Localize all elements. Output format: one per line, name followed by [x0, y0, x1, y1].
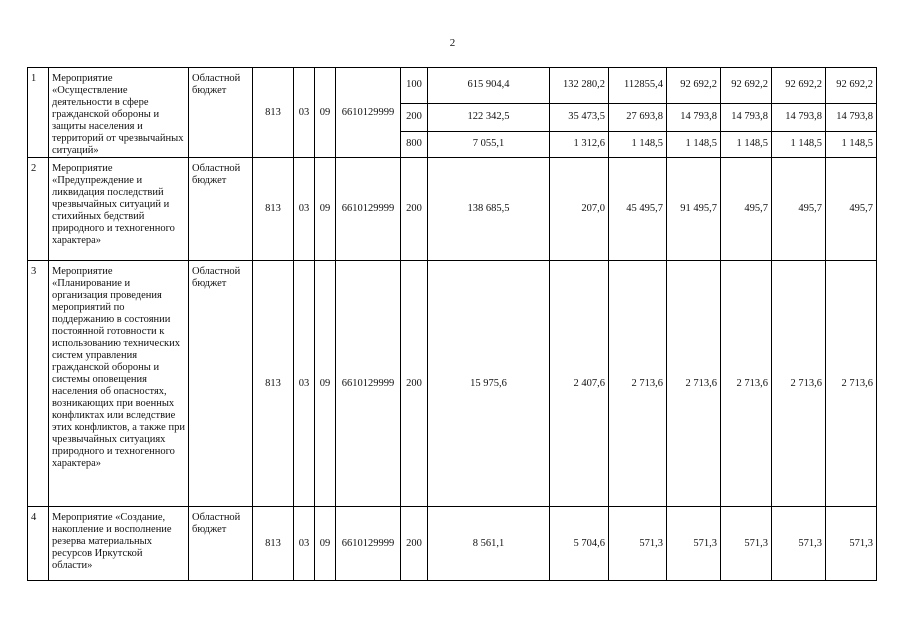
target-article-code: 6610129999	[336, 507, 401, 581]
year-amount: 14 793,8	[721, 103, 772, 131]
target-article-code: 6610129999	[336, 68, 401, 158]
subsection-code: 09	[315, 68, 336, 158]
expense-type-code: 800	[401, 131, 428, 157]
year-amount: 1 148,5	[772, 131, 826, 157]
subsection-code: 09	[315, 261, 336, 507]
grbs-code: 813	[253, 507, 294, 581]
row-number: 1	[28, 68, 49, 158]
target-article-code: 6610129999	[336, 158, 401, 261]
section-code: 03	[294, 507, 315, 581]
section-code: 03	[294, 261, 315, 507]
funding-source: Областной бюджет	[189, 261, 253, 507]
target-article-code: 6610129999	[336, 261, 401, 507]
year-amount: 5 704,6	[550, 507, 609, 581]
year-amount: 112855,4	[609, 68, 667, 104]
activity-name: Мероприятие «Создание, накопление и восполнение резерва материальных ресурсов Иркутской области»	[49, 507, 189, 581]
row-number: 2	[28, 158, 49, 261]
year-amount: 91 495,7	[667, 158, 721, 261]
page-number: 2	[449, 37, 456, 49]
year-amount: 571,3	[721, 507, 772, 581]
total-amount: 122 342,5	[428, 103, 550, 131]
year-amount: 92 692,2	[721, 68, 772, 104]
grbs-code: 813	[253, 68, 294, 158]
year-amount: 45 495,7	[609, 158, 667, 261]
budget-table	[27, 67, 877, 581]
activity-name: Мероприятие «Осуществление деятельности в сфере гражданской обороны и защиты населения и территорий от чрезвычайных ситуаций»	[49, 68, 189, 158]
expense-type-code: 200	[401, 103, 428, 131]
grbs-code: 813	[253, 158, 294, 261]
year-amount: 92 692,2	[772, 68, 826, 104]
funding-source: Областной бюджет	[189, 68, 253, 158]
total-amount: 7 055,1	[428, 131, 550, 157]
year-amount: 495,7	[772, 158, 826, 261]
total-amount: 138 685,5	[428, 158, 550, 261]
table-row	[28, 158, 877, 261]
activity-name: Мероприятие «Планирование и организация проведения мероприятий по поддержанию в состоянии постоянной готовности к использованию технических систем управления гражданской обороны и системы оповещения населения об опасностях, возникающих при военных конфликтах или вследствие этих конфликтов, а также при чрезвычайных ситуациях природного и техногенного характера»	[49, 261, 189, 507]
year-amount: 2 713,6	[667, 261, 721, 507]
year-amount: 571,3	[772, 507, 826, 581]
year-amount: 2 713,6	[609, 261, 667, 507]
total-amount: 15 975,6	[428, 261, 550, 507]
total-amount: 615 904,4	[428, 68, 550, 104]
expense-type-code: 200	[401, 158, 428, 261]
year-amount: 14 793,8	[772, 103, 826, 131]
subsection-code: 09	[315, 158, 336, 261]
year-amount: 92 692,2	[826, 68, 877, 104]
year-amount: 571,3	[609, 507, 667, 581]
funding-source: Областной бюджет	[189, 158, 253, 261]
year-amount: 14 793,8	[826, 103, 877, 131]
table-row	[28, 68, 877, 104]
year-amount: 2 713,6	[826, 261, 877, 507]
year-amount: 1 148,5	[826, 131, 877, 157]
expense-type-code: 200	[401, 507, 428, 581]
year-amount: 1 148,5	[609, 131, 667, 157]
year-amount: 132 280,2	[550, 68, 609, 104]
year-amount: 27 693,8	[609, 103, 667, 131]
year-amount: 495,7	[826, 158, 877, 261]
grbs-code: 813	[253, 261, 294, 507]
section-code: 03	[294, 158, 315, 261]
table-row	[28, 261, 877, 507]
row-number: 4	[28, 507, 49, 581]
activity-name: Мероприятие «Предупреждение и ликвидация последствий чрезвычайных ситуаций и стихийных бедствий природного и техногенного характера»	[49, 158, 189, 261]
year-amount: 35 473,5	[550, 103, 609, 131]
year-amount: 1 312,6	[550, 131, 609, 157]
year-amount: 207,0	[550, 158, 609, 261]
table-row	[28, 507, 877, 581]
year-amount: 1 148,5	[667, 131, 721, 157]
year-amount: 2 713,6	[721, 261, 772, 507]
year-amount: 2 713,6	[772, 261, 826, 507]
year-amount: 14 793,8	[667, 103, 721, 131]
year-amount: 2 407,6	[550, 261, 609, 507]
year-amount: 571,3	[826, 507, 877, 581]
year-amount: 92 692,2	[667, 68, 721, 104]
total-amount: 8 561,1	[428, 507, 550, 581]
subsection-code: 09	[315, 507, 336, 581]
section-code: 03	[294, 68, 315, 158]
year-amount: 495,7	[721, 158, 772, 261]
funding-source: Областной бюджет	[189, 507, 253, 581]
year-amount: 1 148,5	[721, 131, 772, 157]
year-amount: 571,3	[667, 507, 721, 581]
row-number: 3	[28, 261, 49, 507]
expense-type-code: 200	[401, 261, 428, 507]
expense-type-code: 100	[401, 68, 428, 104]
